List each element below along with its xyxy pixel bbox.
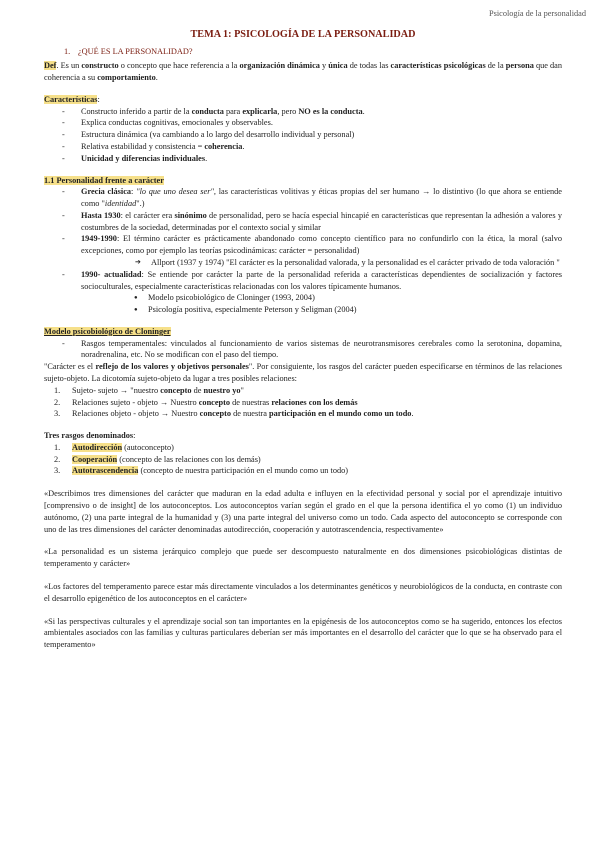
text: de nuestra xyxy=(231,409,270,419)
highlight-heading: Características xyxy=(44,94,98,104)
text: Relaciones sujeto - objeto → Nuestro xyxy=(72,397,199,407)
list-item xyxy=(44,129,562,141)
text: ". Por consiguiente, los rasgos del carácter pueden especificarse en términos de las relaciones sujeto-objeto. La dicotomía sujeto-objeto da lugar a tres posibles relaciones: xyxy=(44,362,563,384)
model-bullets xyxy=(44,292,562,316)
highlight-term: Autotrascendencia xyxy=(72,466,139,476)
bold-term: Hasta 1930 xyxy=(81,210,121,220)
bold-term: concepto xyxy=(199,409,231,419)
section-number: 1. xyxy=(64,47,71,57)
text: : El término carácter es prácticamente abandonado como concepto científico para no confundirlo con la ética, la moral (salvo excepciones, como por ejemplo las teorías psicodinámicas: carácter = personalidad) xyxy=(81,234,562,256)
cloninger-list xyxy=(44,338,562,362)
traits-heading: Tres rasgos denominados: xyxy=(44,431,136,441)
italic-text: identidad xyxy=(104,199,137,209)
list-item: ● Psicología positiva, especialmente Peterson y Seligman (2004) xyxy=(44,304,562,316)
item-number: 1. xyxy=(54,442,61,452)
document-page xyxy=(44,28,562,651)
bold-term: relaciones con los demás xyxy=(271,397,358,407)
item-number: 3. xyxy=(54,409,61,419)
list-item xyxy=(44,233,562,257)
bold-term: NO es la conducta xyxy=(298,106,363,116)
text: : xyxy=(131,187,137,197)
text: de la xyxy=(485,61,506,71)
italic-text: "lo que uno desea ser" xyxy=(136,187,214,197)
characteristics-list xyxy=(44,106,562,165)
list-item: - Rasgos temperamentales: vinculados al funcionamiento de varios sistemas de neurotransmisores cerebrales como la serotonina, dopamina, noradrenalina, etc. No se modifican con el paso del tiempo. xyxy=(44,338,562,362)
list-item xyxy=(44,397,562,409)
bold-term: participación en el mundo como un todo xyxy=(269,409,412,419)
highlight-term: Autodirección xyxy=(72,442,123,452)
text: de nuestras xyxy=(230,397,272,407)
text: Estructura dinámica (va cambiando a lo largo del desarrollo individual y personal) xyxy=(81,130,355,140)
text: para xyxy=(223,106,243,116)
bold-term: conducta xyxy=(191,106,224,116)
text: Relativa estabilidad y consistencia = xyxy=(81,141,205,151)
text: Explica conductas cognitivas, emocionales y observables. xyxy=(81,118,273,128)
text: o concepto que hace referencia a la xyxy=(118,61,240,71)
item-number: 1. xyxy=(54,385,61,395)
section-heading xyxy=(64,46,562,58)
subsection-heading xyxy=(44,175,562,187)
def-label: Def xyxy=(44,61,57,71)
text: : Se entiende por carácter la parte de la personalidad referida a características dependientes de socialización y factores socioculturales, especialmente características relacionadas con los valores típicamente humanos. xyxy=(81,269,562,291)
text: Relaciones objeto - objeto → Nuestro xyxy=(72,409,200,419)
quote-paragraph: «La personalidad es un sistema jerárquico complejo que puede ser descompuesto naturalmente en dos dimensiones psicobiológicas distintas de temperamento y carácter» xyxy=(44,547,562,569)
text: . xyxy=(205,153,208,163)
text: , las características volitivas y éticas propias del ser humano → lo distintivo (lo que ahora se entiende como " xyxy=(81,187,562,209)
text: : el carácter era xyxy=(120,210,175,220)
bold-term: reflejo de los valores y objetivos personales xyxy=(95,362,249,372)
bold-term: persona xyxy=(505,61,534,71)
allport-quote: ➔ Allport (1937 y 1974) "El carácter es la personalidad valorada, y la personalidad es el carácter privado de toda valoración " xyxy=(44,257,562,269)
text: " xyxy=(240,385,244,395)
list-item xyxy=(44,408,562,420)
list-item xyxy=(44,454,562,466)
cloninger-heading xyxy=(44,326,562,338)
list-item xyxy=(44,210,562,234)
bold-term: organización dinámica xyxy=(239,61,320,71)
item-number: 2. xyxy=(54,397,61,407)
list-item xyxy=(44,385,562,397)
bold-term: Grecia clásica xyxy=(81,187,132,197)
quote-paragraph: «Describimos tres dimensiones del carácter que maduran en la edad adulta e influyen en la efectividad personal y social por el aprendizaje intuitivo [comprensivo o de insight] de los autoconceptos. Los autoconceptos varían según el grado en el que la persona identifica el yo como (1) un individuo autónomo, (2) una parte integral de la humanidad y (3) una parte integral del universo como un todo. Cada aspecto del autoconcepto se corresponde con uno de las tres dimensiones del carácter denominadas autodirección, cooperación y autotrascendencia, respectivamente» xyxy=(44,489,562,534)
bold-term: 1990- actualidad xyxy=(81,269,142,279)
bold-term: comportamiento xyxy=(97,73,156,83)
text: . Es un xyxy=(56,61,82,71)
list-item xyxy=(44,153,562,165)
running-header: Psicología de la personalidad xyxy=(488,9,586,18)
history-list xyxy=(44,186,562,257)
text: . xyxy=(242,141,245,151)
bold-term: única xyxy=(328,61,348,71)
traits-list xyxy=(44,442,562,477)
definition-paragraph xyxy=(44,60,562,84)
character-paragraph xyxy=(44,361,562,385)
text: de xyxy=(191,385,204,395)
list-item xyxy=(44,141,562,153)
characteristics-heading: Características: xyxy=(44,94,100,104)
highlight-heading: Modelo psicobiológico de Cloninger xyxy=(44,326,171,336)
list-item xyxy=(44,117,562,129)
text: . xyxy=(411,409,414,419)
list-item xyxy=(44,442,562,454)
item-number: 2. xyxy=(54,454,61,464)
bold-term: coherencia xyxy=(204,141,243,151)
text: de todas las xyxy=(347,61,391,71)
text: . xyxy=(362,106,365,116)
bold-term: concepto xyxy=(160,385,192,395)
bold-term: características psicológicas xyxy=(390,61,486,71)
text: , pero xyxy=(277,106,299,116)
list-item xyxy=(44,106,562,118)
bold-term: Tres rasgos denominados xyxy=(44,431,134,441)
text: de personalidad, pero se hacía especial hincapié en características que representan la adhesión a valores y costumbres de la sociedad, determinadas por el contexto social y similar xyxy=(81,210,563,232)
bold-term: explicarla xyxy=(242,106,278,116)
item-number: 3. xyxy=(54,466,61,476)
section-title: ¿QUÉ ES LA PERSONALIDAD? xyxy=(78,47,193,57)
text: (autoconcepto) xyxy=(122,442,174,452)
text: . xyxy=(155,73,158,83)
list-item xyxy=(44,465,562,477)
text: (concepto de nuestra participación en el mundo como un todo) xyxy=(138,466,349,476)
relations-list xyxy=(44,385,562,420)
bold-term: 1949-1990 xyxy=(81,234,117,244)
quote-paragraph: «Los factores del temperamento parece estar más directamente vinculados a los determinantes genéticos y neurobiológicos de la conducta, en contraste con el desarrollo epigenético de los autoconceptos en el carácter» xyxy=(44,581,562,603)
bold-term: sinónimo xyxy=(174,210,207,220)
text: Sujeto- sujeto → "nuestro xyxy=(72,385,161,395)
bold-term: nuestro yo xyxy=(203,385,241,395)
list-item xyxy=(44,269,562,293)
text: y xyxy=(319,61,329,71)
history-list-2 xyxy=(44,269,562,293)
bold-term: concepto xyxy=(198,397,231,407)
highlight-term: Cooperación xyxy=(72,454,118,464)
page-title: TEMA 1: PSICOLOGÍA DE LA PERSONALIDAD xyxy=(190,29,416,40)
text: (concepto de las relaciones con los demás) xyxy=(117,454,261,464)
text: "Carácter es el xyxy=(44,362,96,372)
list-item xyxy=(44,186,562,210)
text: que dan coherencia a su xyxy=(44,61,563,83)
list-item: ● Modelo psicobiológico de Cloninger (1993, 2004) xyxy=(44,292,562,304)
quote-paragraph: «Si las perspectivas culturales y el aprendizaje social son tan importantes en la epigénesis de los autoconceptos como se ha sugerido, entonces los efectos ambientales asociados con las familias y culturas particulares deberían ser más importantes en el desarrollo del carácter que lo que se ha observado para el temperamento» xyxy=(44,616,562,650)
text: Constructo inferido a partir de la xyxy=(81,106,192,116)
bold-term: Unicidad y diferencias individuales xyxy=(81,153,206,163)
bold-term: constructo xyxy=(81,61,119,71)
highlight-heading: 1.1 Personalidad frente a carácter xyxy=(44,175,164,185)
text: ".) xyxy=(136,199,145,209)
